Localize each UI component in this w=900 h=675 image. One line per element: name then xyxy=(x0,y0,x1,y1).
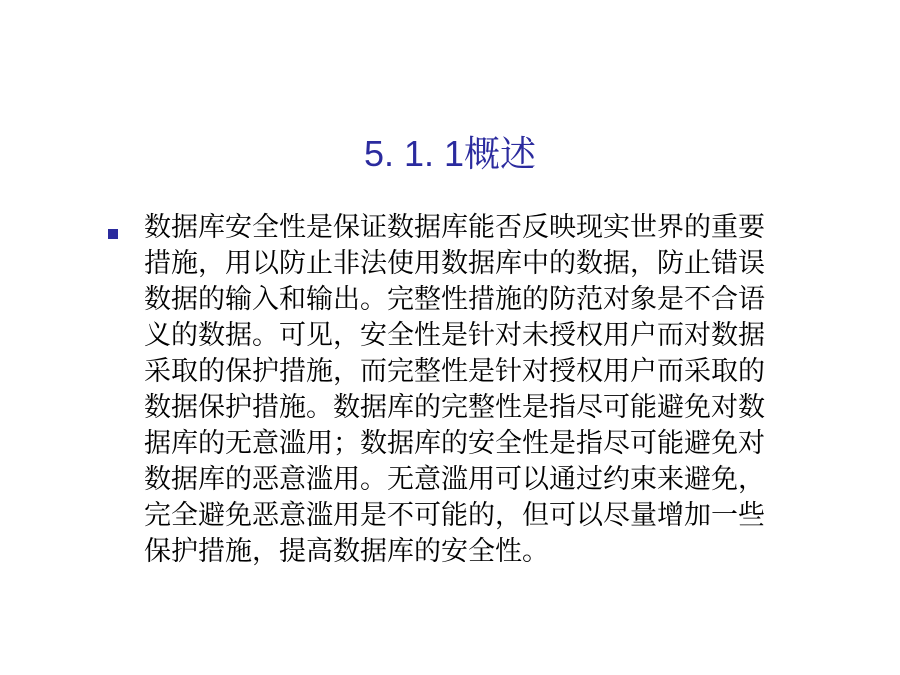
bullet-line: 数据库的恶意滥用。无意滥用可以通过约束来避免， xyxy=(144,464,765,495)
slide-content xyxy=(108,210,838,570)
bullet-line: 采取的保护措施，而完整性是针对授权用户而采取的 xyxy=(144,356,765,387)
bullet-line: 保护措施，提高数据库的安全性。 xyxy=(144,536,549,567)
bullet-text xyxy=(144,210,838,570)
bullet-line: 义的数据。可见，安全性是针对未授权用户而对数据 xyxy=(144,320,765,351)
bullet-line: 完全避免恶意滥用是不可能的，但可以尽量增加一些 xyxy=(144,500,765,531)
bullet-item xyxy=(108,210,838,570)
slide-title: 5. 1. 1概述 xyxy=(363,133,537,174)
bullet-line: 数据的输入和输出。完整性措施的防范对象是不合语 xyxy=(144,284,765,315)
bullet-line: 数据保护措施。数据库的完整性是指尽可能避免对数 xyxy=(144,392,765,423)
bullet-line: 数据库安全性是保证数据库能否反映现实世界的重要 xyxy=(144,212,765,243)
bullet-line: 措施，用以防止非法使用数据库中的数据，防止错误 xyxy=(144,248,765,279)
bullet-line: 据库的无意滥用；数据库的安全性是指尽可能避免对 xyxy=(144,428,765,459)
square-bullet-icon xyxy=(108,229,118,239)
